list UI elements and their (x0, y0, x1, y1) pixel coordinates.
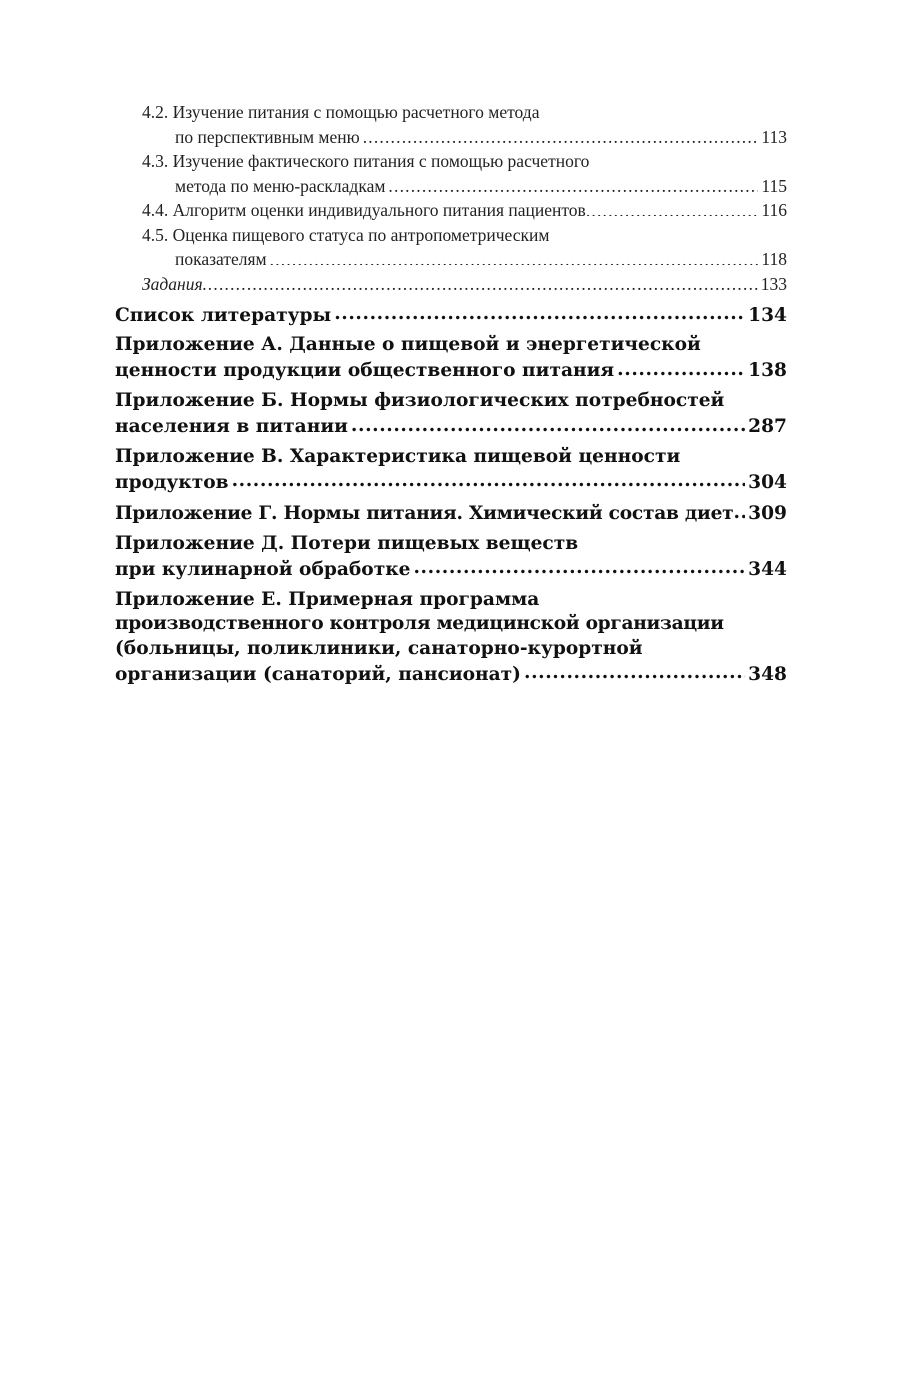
toc-entry-title: 4.5. Оценка пищевого статуса по антропометрическим (142, 224, 550, 245)
toc-entry-appendix-a (115, 333, 787, 384)
toc-entry-title: Список литературы (115, 304, 332, 326)
toc-entry-title-cont: при кулинарной обработке (115, 558, 411, 580)
toc-entry-bibliography (115, 302, 787, 328)
page-number: 116 (761, 200, 787, 220)
dot-leader (334, 302, 745, 321)
dot-leader (203, 272, 758, 290)
toc-entry-title-cont: по перспективным меню (175, 126, 360, 147)
toc-entry-appendix-d (115, 532, 787, 583)
toc-entry-title: Приложение Е. Примерная программа (115, 588, 540, 610)
page-number: 138 (748, 360, 787, 382)
dot-leader (586, 199, 759, 217)
dot-leader (388, 174, 758, 192)
toc-entry-title-cont: метода по меню-раскладкам (175, 175, 386, 196)
table-of-contents (115, 100, 787, 687)
toc-entry-title-cont: показателям (175, 249, 267, 269)
toc-entry-title: Приложение Д. Потери пищевых веществ (115, 532, 579, 554)
toc-entry-title: Приложение Б. Нормы физиологических потребностей (115, 389, 725, 411)
dot-leader (617, 358, 745, 377)
toc-entry-title-cont: населения в питании (115, 416, 348, 438)
toc-entry-title: Приложение В. Характеристика пищевой ценности (115, 445, 681, 467)
toc-entry-4-3 (115, 149, 787, 198)
dot-leader (351, 414, 745, 433)
page-number: 113 (761, 126, 787, 147)
toc-entry-title: Задания (142, 273, 203, 294)
toc-entry-title: 4.4. Алгоритм оценки индивидуального питания пациентов (142, 200, 586, 220)
page-number: 348 (748, 663, 787, 685)
page-number: 115 (761, 175, 787, 196)
toc-entry-4-5 (115, 223, 787, 272)
page-number: 287 (748, 416, 787, 438)
toc-entry-title: 4.2. Изучение питания с помощью расчетного метода (142, 102, 540, 122)
page-number: 304 (748, 471, 787, 493)
toc-entry-title: 4.3. Изучение фактического питания с помощью расчетного (142, 151, 590, 171)
dot-leader (232, 469, 746, 488)
toc-entry-title-cont: организации (санаторий, пансионат) (115, 663, 521, 685)
toc-entry-appendix-v (115, 445, 787, 496)
toc-entry-tasks (115, 272, 787, 297)
page-number: 134 (748, 304, 787, 326)
dot-leader (270, 248, 759, 266)
toc-entry-title-cont: (больницы, поликлиники, санаторно-курортной (115, 637, 643, 659)
toc-entry-title: Приложение А. Данные о пищевой и энергетической (115, 334, 701, 356)
toc-entry-4-2 (115, 100, 787, 149)
toc-entry-appendix-g (115, 501, 787, 527)
toc-entry-appendix-b (115, 389, 787, 440)
page-number: 118 (761, 249, 787, 269)
toc-entry-appendix-e (115, 588, 787, 688)
page-number: 309 (748, 503, 787, 525)
toc-entry-title-cont: ценности продукции общественного питания (115, 360, 615, 382)
page-number: 133 (760, 273, 787, 294)
dot-leader (363, 125, 759, 143)
toc-entry-title-cont: продуктов (115, 471, 229, 493)
toc-entry-title-cont: производственного контроля медицинской организации (115, 613, 724, 635)
toc-entry-4-4 (115, 198, 787, 223)
dot-leader (413, 556, 745, 575)
page-number: 344 (748, 558, 787, 580)
toc-entry-title: Приложение Г. Нормы питания. Химический состав диет (115, 503, 734, 525)
dot-leader (733, 501, 745, 520)
dot-leader (524, 661, 745, 680)
